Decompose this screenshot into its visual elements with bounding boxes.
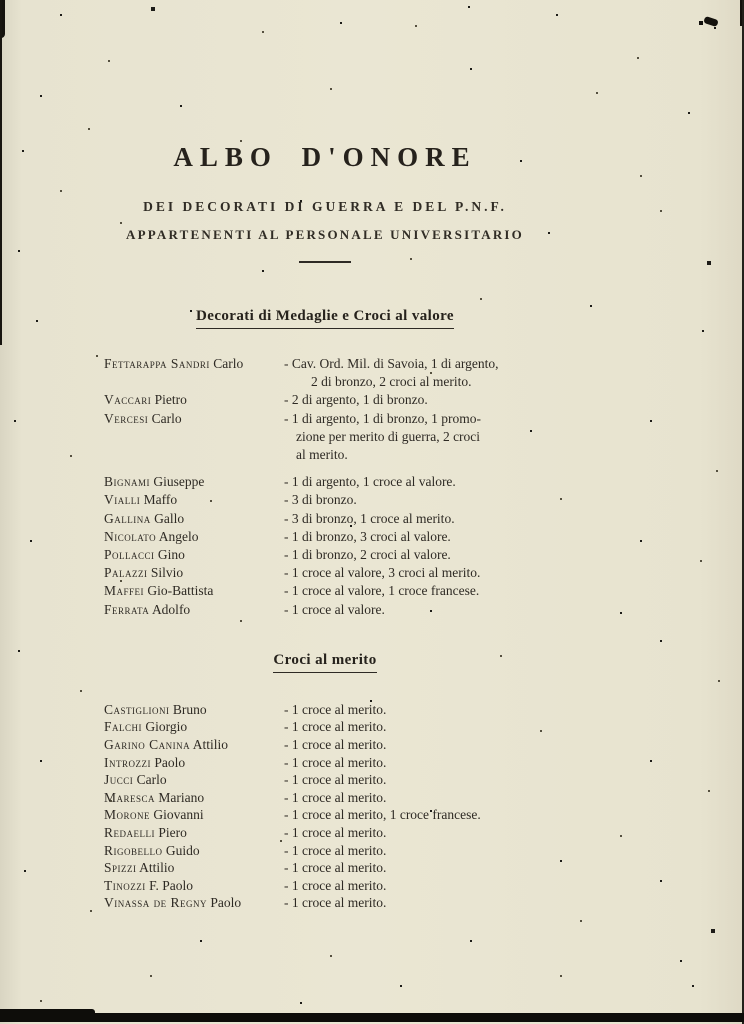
given-name: Gio-Battista <box>147 583 214 599</box>
decoration-line: - Cav. Ord. Mil. di Savoia, 1 di argento, <box>284 356 499 371</box>
decoration-line: - 3 di bronzo. <box>284 492 357 508</box>
given-name: Attilio <box>192 737 229 753</box>
decorations <box>284 391 428 409</box>
surname: Falchi <box>104 719 143 735</box>
scan-edge-bottom-left <box>0 1009 95 1016</box>
decoration-line: - 1 di bronzo, 3 croci al valore. <box>284 528 451 544</box>
given-name: Angelo <box>158 528 199 544</box>
decoration-line: - 1 di argento, 1 croce al valore. <box>284 474 456 490</box>
decoration-line: 2 di bronzo, 2 croci al merito. <box>311 374 472 390</box>
given-name: Silvio <box>150 565 184 581</box>
person-name <box>104 842 284 860</box>
decoration-line: - 1 croce al valore, 1 croce francese. <box>284 583 480 599</box>
decorations <box>284 877 386 895</box>
person-name <box>104 410 284 465</box>
surname: Vialli <box>104 492 141 508</box>
entry-row <box>104 877 744 895</box>
decorations <box>284 473 456 491</box>
person-name <box>104 564 284 582</box>
decoration-line: - 1 croce al merito. <box>284 754 387 770</box>
person-name <box>104 546 284 564</box>
surname: Ferrata <box>104 601 150 617</box>
entry-row <box>104 473 744 491</box>
section-1-heading-wrap <box>0 307 650 329</box>
surname: Bignami <box>104 474 150 490</box>
person-name <box>104 473 284 491</box>
given-name: Carlo <box>151 410 182 426</box>
decoration-line: - 1 croce al merito. <box>284 719 387 735</box>
surname: Nicolato <box>104 528 157 544</box>
person-name <box>104 582 284 600</box>
person-name <box>104 824 284 842</box>
surname: Maffei <box>104 583 145 599</box>
entry-row <box>104 842 744 860</box>
given-name: Carlo <box>136 772 167 788</box>
page-subtitle-1: DEI DECORATI DI GUERRA E DEL P.N.F. <box>143 199 507 214</box>
given-name: Giorgio <box>145 719 188 735</box>
decoration-line: - 1 di bronzo, 2 croci al valore. <box>284 547 451 563</box>
decorations <box>284 528 451 546</box>
header-divider <box>299 261 351 263</box>
given-name: Pietro <box>154 392 187 408</box>
decorations <box>284 894 386 912</box>
given-name: Paolo <box>210 895 242 911</box>
surname: Gallina <box>104 510 151 526</box>
given-name: Gallo <box>154 510 185 526</box>
given-name: Guido <box>165 842 200 858</box>
person-name <box>104 601 284 619</box>
decoration-line: - 1 croce al merito. <box>284 895 387 911</box>
person-name <box>104 528 284 546</box>
entry-row <box>104 391 744 409</box>
decorations <box>284 701 386 719</box>
entry-row <box>104 806 744 824</box>
surname: Castiglioni <box>104 701 170 717</box>
decorations <box>284 582 479 600</box>
person-name <box>104 510 284 528</box>
person-name <box>104 754 284 772</box>
surname: Spizzi <box>104 860 137 876</box>
surname: Garino Canina <box>104 737 191 753</box>
section-1-heading: Decorati di Medaglie e Croci al valore <box>196 308 454 329</box>
decorations <box>284 736 386 754</box>
entry-row <box>104 754 744 772</box>
scan-edge-bottom <box>0 1013 744 1022</box>
entry-row <box>104 601 744 619</box>
decoration-line: - 1 croce al merito. <box>284 737 387 753</box>
entry-row <box>104 736 744 754</box>
decorations <box>284 771 386 789</box>
decorations <box>284 491 357 509</box>
decorations <box>284 824 386 842</box>
person-name <box>104 789 284 807</box>
decorations <box>284 806 481 824</box>
decoration-line: - 3 di bronzo, 1 croce al merito. <box>284 510 455 526</box>
decoration-line: zione per merito di guerra, 2 croci <box>296 428 481 444</box>
surname: Introzzi <box>104 754 151 770</box>
decorations <box>284 718 386 736</box>
decoration-line: - 1 croce al merito. <box>284 877 387 893</box>
surname: Vercesi <box>104 410 149 426</box>
decoration-line: - 2 di argento, 1 di bronzo. <box>284 392 428 408</box>
surname: Rigobello <box>104 842 163 858</box>
surname: Morone <box>104 807 151 823</box>
section-2-heading: Croci al merito <box>273 652 376 673</box>
entry-row <box>104 410 744 465</box>
person-name <box>104 877 284 895</box>
decorations <box>284 355 498 391</box>
given-name: Paolo <box>154 754 186 770</box>
decoration-line: - 1 croce al valore, 3 croci al merito. <box>284 565 481 581</box>
given-name: Mariano <box>158 789 205 805</box>
section-2-heading-wrap <box>0 651 650 673</box>
person-name <box>104 894 284 912</box>
entry-row <box>104 824 744 842</box>
decoration-line: - 1 croce al merito. <box>284 860 387 876</box>
entry-row <box>104 701 744 719</box>
given-name: Maffo <box>143 492 178 508</box>
surname: Jucci <box>104 772 134 788</box>
decorations <box>284 842 386 860</box>
section-2-entries <box>104 701 744 912</box>
decoration-line: - 1 croce al merito. <box>284 842 387 858</box>
given-name: Bruno <box>172 701 207 717</box>
person-name <box>104 491 284 509</box>
decoration-line: - 1 croce al merito, 1 croce francese. <box>284 807 481 823</box>
surname: Fettarappa Sandri <box>104 356 210 371</box>
decoration-line: - 1 croce al merito. <box>284 789 387 805</box>
entry-row <box>104 546 744 564</box>
page-title: ALBO D'ONORE <box>173 142 477 172</box>
given-name: Giuseppe <box>153 474 205 490</box>
decoration-line: - 1 croce al merito. <box>284 772 387 788</box>
decorations <box>284 546 451 564</box>
person-name <box>104 736 284 754</box>
given-name: Adolfo <box>151 601 191 617</box>
person-name <box>104 391 284 409</box>
decoration-line: al merito. <box>296 447 348 463</box>
page-subtitle-2: APPARTENENTI AL PERSONALE UNIVERSITARIO <box>125 227 524 242</box>
entry-row <box>104 894 744 912</box>
surname: Tinozzi <box>104 877 146 893</box>
entry-row <box>104 491 744 509</box>
person-name <box>104 701 284 719</box>
decoration-line: - 1 di argento, 1 di bronzo, 1 promo- <box>284 410 481 426</box>
decoration-line: - 1 croce al merito. <box>284 825 387 840</box>
entry-row <box>104 718 744 736</box>
person-name <box>104 355 284 391</box>
given-name: Carlo <box>213 356 244 371</box>
given-name: Gino <box>157 547 185 563</box>
person-name <box>104 859 284 877</box>
entry-row <box>104 582 744 600</box>
given-name: Giovanni <box>153 807 204 823</box>
decorations <box>284 510 455 528</box>
decoration-line: - 1 croce al merito. <box>284 701 387 717</box>
decorations <box>284 601 385 619</box>
decorations <box>284 789 386 807</box>
person-name <box>104 718 284 736</box>
surname: Vinassa de Regny <box>104 895 208 911</box>
decorations <box>284 410 481 465</box>
page-header <box>0 142 650 263</box>
decorations <box>284 564 480 582</box>
entry-row <box>104 355 744 391</box>
surname: Palazzi <box>104 565 148 581</box>
section-1-entries <box>104 355 744 619</box>
person-name <box>104 806 284 824</box>
decorations <box>284 859 386 877</box>
surname: Vaccari <box>104 392 152 408</box>
given-name: Piero <box>158 825 187 840</box>
entry-row <box>104 528 744 546</box>
entry-row <box>104 771 744 789</box>
entry-row <box>104 789 744 807</box>
given-name: Attilio <box>139 860 175 876</box>
given-name: F. Paolo <box>149 877 194 893</box>
decorations <box>284 754 386 772</box>
surname: Maresca <box>104 789 156 805</box>
surname: Redaelli <box>104 825 155 840</box>
person-name <box>104 771 284 789</box>
decoration-line: - 1 croce al valore. <box>284 601 385 617</box>
surname: Pollacci <box>104 547 155 563</box>
entry-row <box>104 859 744 877</box>
entry-row <box>104 510 744 528</box>
entry-row <box>104 564 744 582</box>
